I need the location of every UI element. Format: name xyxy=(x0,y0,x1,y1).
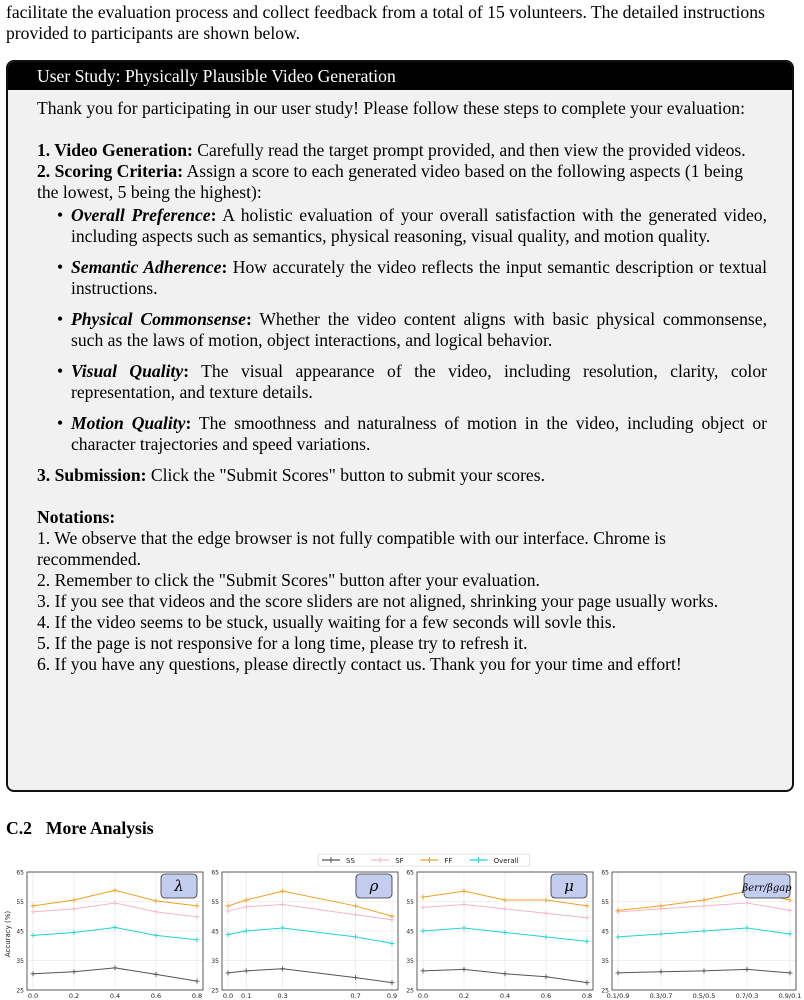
data-point-sf xyxy=(544,911,549,916)
notations-title: Notations: xyxy=(37,507,116,527)
intro-paragraph: facilitate the evaluation process and collect feedback from a total of 15 volunteers. The detailed instructions provided to participants are shown below. xyxy=(6,2,765,43)
data-point-overall xyxy=(353,934,358,939)
data-point-overall xyxy=(421,929,426,934)
data-point-ss xyxy=(659,969,664,974)
data-point-sf xyxy=(585,915,590,920)
y-axis-label: Accuracy (%) xyxy=(4,910,12,958)
data-point-ss xyxy=(113,965,118,970)
x-tick-label: 0.0 xyxy=(27,992,39,1000)
x-tick-label: 0.4 xyxy=(499,992,511,1000)
data-point-overall xyxy=(788,931,793,936)
data-point-sf xyxy=(788,908,793,913)
notation-item: 2. Remember to click the "Submit Scores" button after your evaluation. xyxy=(37,570,540,590)
data-point-ss xyxy=(544,974,549,979)
notation-item: 4. If the video seems to be stuck, usually waiting for a few seconds will sovle this. xyxy=(37,612,617,632)
y-tick-label: 45 xyxy=(601,928,609,936)
y-tick-label: 45 xyxy=(406,928,414,936)
data-point-ff xyxy=(462,889,467,894)
data-point-overall xyxy=(244,929,249,934)
sensitivity-analysis-figure xyxy=(0,848,804,1000)
data-point-ss xyxy=(226,970,231,975)
data-point-sf xyxy=(226,908,231,913)
criterion-text: The smoothness and naturalness of motion in the video, including object or character trajectories and speed variations. xyxy=(71,413,767,454)
data-point-sf xyxy=(353,912,358,917)
x-tick-label: 0.3/0.7 xyxy=(649,992,673,1000)
data-point-ff xyxy=(659,903,664,908)
legend-entry-sf xyxy=(371,857,403,865)
x-tick-label: 0.6 xyxy=(540,992,552,1000)
y-tick-label: 25 xyxy=(601,987,609,995)
criterion-name: Visual Quality xyxy=(71,361,184,381)
y-tick-label: 65 xyxy=(601,869,609,877)
y-tick-label: 55 xyxy=(211,899,219,906)
data-point-ss xyxy=(280,966,285,971)
thanks-text: Thank you for participating in our user study! Please follow these steps to complete your evaluation: xyxy=(37,98,745,118)
legend-label: FF xyxy=(444,857,453,865)
data-point-sf xyxy=(195,914,200,919)
data-point-overall xyxy=(585,939,590,944)
x-tick-label: 0.8 xyxy=(581,992,593,1000)
data-point-ff xyxy=(390,914,395,919)
criterion-motion-quality: • Motion Quality: The smoothness and naturalness of motion in the video, including object or character trajectories and speed variations. xyxy=(37,413,767,455)
chart-panel-2 xyxy=(211,870,398,1000)
data-point-ff xyxy=(353,903,358,908)
data-point-ff xyxy=(421,895,426,900)
criterion-physical-commonsense: • Physical Commonsense: Whether the video content aligns with basic physical commonsense, such as the laws of motion, object interactions, and logical behavior. xyxy=(37,309,767,351)
y-tick-label: 35 xyxy=(211,958,219,965)
x-tick-label: 0.5/0.5 xyxy=(692,992,716,1000)
criterion-overall-preference: • Overall Preference: A holistic evaluation of your overall satisfaction with the generated video, including aspects such as semantics, physical reasoning, visual quality, and motion quality. xyxy=(37,205,767,247)
data-point-overall xyxy=(31,933,36,938)
data-point-ss xyxy=(353,975,358,980)
step-3 xyxy=(37,465,767,486)
legend-entry-ss xyxy=(322,857,355,865)
legend-entry-ff xyxy=(420,857,452,865)
notation-item: 5. If the page is not responsive for a long time, please try to refresh it. xyxy=(37,633,528,653)
y-tick-label: 55 xyxy=(16,899,24,906)
criterion-text: The visual appearance of the video, including resolution, clarity, color representation, and texture details. xyxy=(71,361,767,402)
data-point-sf xyxy=(31,909,36,914)
data-point-ss xyxy=(745,967,750,972)
data-point-ss xyxy=(390,980,395,985)
x-tick-label: 0.0 xyxy=(222,992,234,1000)
step-2 xyxy=(37,161,767,203)
step-1 xyxy=(37,140,767,161)
data-point-sf xyxy=(72,906,77,911)
param-label: βerr/βgap xyxy=(742,883,792,894)
x-tick-label: 0.2 xyxy=(68,992,80,1000)
data-point-overall xyxy=(280,926,285,931)
param-label: λ xyxy=(174,877,184,895)
y-tick-label: 25 xyxy=(16,987,24,995)
criterion-text: How accurately the video reflects the input semantic description or textual instructions. xyxy=(71,257,767,298)
y-tick-label: 65 xyxy=(406,869,414,877)
legend-label: SS xyxy=(346,857,355,865)
data-point-ss xyxy=(154,972,159,977)
x-tick-label: 0.7 xyxy=(350,992,361,1000)
data-point-ss xyxy=(503,971,508,976)
data-point-ss xyxy=(421,968,426,973)
y-tick-label: 25 xyxy=(211,987,219,995)
chart-panel-3 xyxy=(406,870,593,1000)
x-tick-label: 0.1 xyxy=(241,992,252,1000)
data-point-overall xyxy=(113,925,118,930)
user-study-box xyxy=(6,60,794,792)
y-tick-label: 35 xyxy=(406,958,414,965)
data-point-sf xyxy=(702,903,707,908)
y-tick-label: 35 xyxy=(16,958,24,965)
x-tick-label: 0.3 xyxy=(277,992,288,1000)
data-point-ss xyxy=(31,971,36,976)
y-tick-label: 65 xyxy=(16,869,24,877)
x-tick-label: 0.2 xyxy=(458,992,470,1000)
step-2-label: 2. Scoring Criteria: xyxy=(37,161,184,181)
chart-panel-4 xyxy=(601,870,801,1000)
criteria-list xyxy=(37,205,767,455)
notation-item: 1. We observe that the edge browser is not fully compatible with our interface. Chrome is recommended. xyxy=(37,528,667,569)
y-tick-label: 55 xyxy=(601,899,609,906)
criterion-name: Overall Preference xyxy=(71,205,211,225)
step-3-text: Click the "Submit Scores" button to submit your scores. xyxy=(146,465,545,485)
data-point-overall xyxy=(745,926,750,931)
criterion-visual-quality: • Visual Quality: The visual appearance of the video, including resolution, clarity, color representation, and texture details. xyxy=(37,361,767,403)
data-point-overall xyxy=(702,929,707,934)
y-tick-label: 55 xyxy=(406,899,414,906)
data-point-ss xyxy=(702,968,707,973)
data-point-overall xyxy=(659,931,664,936)
series-line-sf xyxy=(228,904,392,919)
legend-marker xyxy=(377,857,383,863)
x-tick-label: 0.7/0.3 xyxy=(735,992,759,1000)
series-line-ss xyxy=(228,969,392,983)
legend-label: SF xyxy=(395,857,404,865)
y-tick-label: 45 xyxy=(16,928,24,936)
criterion-name: Physical Commonsense xyxy=(71,309,246,329)
notation-item: 6. If you have any questions, please directly contact us. Thank you for your time and effort! xyxy=(37,654,682,674)
data-point-sf xyxy=(503,906,508,911)
param-label: μ xyxy=(564,877,574,895)
section-title: More Analysis xyxy=(45,818,154,838)
criterion-name: Semantic Adherence xyxy=(71,257,222,277)
legend-entry-overall xyxy=(470,857,519,865)
data-point-ff xyxy=(154,898,159,903)
data-point-ss xyxy=(788,970,793,975)
data-point-ss xyxy=(244,968,249,973)
legend-marker xyxy=(426,857,432,863)
y-tick-label: 45 xyxy=(211,928,219,936)
x-tick-label: 0.6 xyxy=(150,992,162,1000)
data-point-ff xyxy=(195,903,200,908)
data-point-sf xyxy=(154,909,159,914)
x-tick-label: 0.8 xyxy=(191,992,203,1000)
notation-item: 3. If you see that videos and the score sliders are not aligned, shrinking your page usually works. xyxy=(37,591,719,611)
data-point-ff xyxy=(226,903,231,908)
user-study-body xyxy=(8,90,792,675)
data-point-sf xyxy=(280,902,285,907)
param-label: ρ xyxy=(369,877,379,895)
criterion-semantic-adherence: • Semantic Adherence: How accurately the video reflects the input semantic description or textual instructions. xyxy=(37,257,767,299)
data-point-ff xyxy=(31,903,36,908)
x-tick-label: 0.9 xyxy=(386,992,398,1000)
data-point-ff xyxy=(585,903,590,908)
y-tick-label: 65 xyxy=(211,869,219,877)
data-point-sf xyxy=(421,905,426,910)
data-point-overall xyxy=(154,933,159,938)
step-3-label: 3. Submission: xyxy=(37,465,147,485)
legend-marker xyxy=(328,857,334,863)
legend-marker xyxy=(476,857,482,863)
section-heading xyxy=(6,818,154,839)
data-point-ss xyxy=(585,980,590,985)
x-tick-label: 0.9/0.1 xyxy=(778,992,802,1000)
legend-label: Overall xyxy=(493,857,519,865)
data-point-sf xyxy=(244,904,249,909)
y-tick-label: 35 xyxy=(601,958,609,965)
user-study-title: User Study: Physically Plausible Video Generation xyxy=(8,62,792,90)
x-tick-label: 0.1/0.9 xyxy=(606,992,630,1000)
criterion-text: A holistic evaluation of your overall satisfaction with the generated video, including aspects such as semantics, physical reasoning, visual quality, and motion quality. xyxy=(71,205,767,246)
data-point-overall xyxy=(616,934,621,939)
data-point-overall xyxy=(462,926,467,931)
step-2-text: Assign a score to each generated video based on the following aspects (1 being the lowest, 5 being the highest): xyxy=(37,161,743,202)
step-1-text: Carefully read the target prompt provided, and then view the provided videos. xyxy=(192,140,746,160)
data-point-ff xyxy=(280,889,285,894)
data-point-overall xyxy=(195,937,200,942)
y-tick-label: 25 xyxy=(406,987,414,995)
section-number: C.2 xyxy=(6,818,32,838)
data-point-ss xyxy=(72,969,77,974)
step-1-label: 1. Video Generation: xyxy=(37,140,193,160)
data-point-sf xyxy=(462,902,467,907)
data-point-overall xyxy=(226,932,231,937)
x-tick-label: 0.0 xyxy=(417,992,429,1000)
chart-panel-1 xyxy=(16,870,203,1000)
x-tick-label: 0.4 xyxy=(109,992,121,1000)
data-point-ss xyxy=(616,970,621,975)
data-point-ss xyxy=(462,967,467,972)
data-point-overall xyxy=(390,941,395,946)
criterion-text: Whether the video content aligns with basic physical commonsense, such as the laws of motion, object interactions, and logical behavior. xyxy=(71,309,767,350)
data-point-ff xyxy=(113,888,118,893)
series-line-overall xyxy=(228,928,392,943)
criterion-name: Motion Quality xyxy=(71,413,186,433)
data-point-overall xyxy=(544,934,549,939)
data-point-ss xyxy=(195,979,200,984)
